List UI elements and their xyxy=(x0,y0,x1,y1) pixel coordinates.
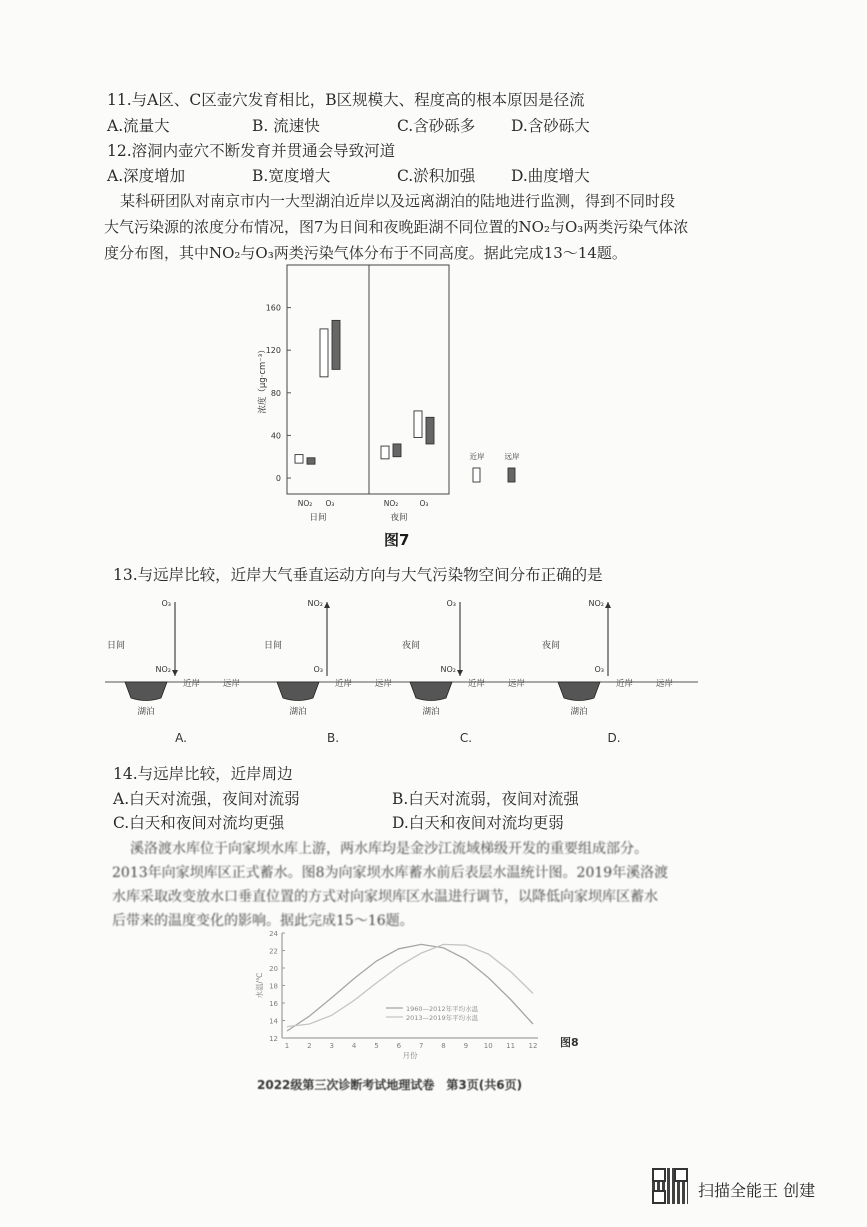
far-shore-label: 远岸 xyxy=(656,679,674,689)
fig7-ytick-label: 40 xyxy=(270,431,281,441)
q12-option-c: C.淤积加强 xyxy=(397,167,476,185)
q12-option-a: A.深度增加 xyxy=(107,167,186,185)
arrow-head-down xyxy=(172,670,178,676)
q12-option-d: D.曲度增大 xyxy=(511,167,590,185)
lake-basin xyxy=(277,682,319,701)
fig7-legend-label: 近岸 xyxy=(469,452,485,461)
fig8-ytick-label: 20 xyxy=(269,965,278,973)
top-pollutant-label: NO₂ xyxy=(588,599,604,608)
fig7-ytick-label: 120 xyxy=(265,346,281,356)
fig7-bar-far xyxy=(307,458,315,464)
q14-option-d: D.白天和夜间对流均更弱 xyxy=(392,814,564,832)
q14-option-a: A.白天对流强，夜间对流弱 xyxy=(113,790,300,808)
fig8-xtick-label: 3 xyxy=(329,1042,334,1050)
bottom-pollutant-label: O₃ xyxy=(313,665,323,674)
lake-basin xyxy=(558,682,600,701)
intro2-line-1: 溪洛渡水库位于向家坝水库上游，两水库均是金沙江流域梯级开发的重要组成部分。 xyxy=(130,841,648,857)
fig7-bar-near xyxy=(295,455,303,464)
fig7-bar-near xyxy=(381,446,389,459)
page-footer: 2022级第三次诊断考试地理试卷 第3页(共6页) xyxy=(257,1078,523,1092)
q14-option-c: C.白天和夜间对流均更强 xyxy=(113,814,285,832)
fig7-category-label: O₃ xyxy=(325,499,335,508)
fig8-xtick-label: 12 xyxy=(528,1042,538,1050)
lake-label: 湖泊 xyxy=(422,707,440,717)
lake-basin xyxy=(125,682,167,701)
fig8-xtick-label: 5 xyxy=(374,1042,379,1050)
fig8-legend-label: 1960—2012年平均水温 xyxy=(406,1005,479,1013)
figure-8-caption: 图8 xyxy=(560,1036,579,1049)
fig7-bar-near xyxy=(320,329,328,377)
arrow-head-up xyxy=(605,602,611,608)
fig7-ytick-label: 80 xyxy=(270,388,281,398)
fig8-xtick-label: 6 xyxy=(396,1042,402,1050)
q11-option-d: D.含砂砾大 xyxy=(511,117,590,135)
lake-basin xyxy=(410,682,452,701)
q13-diagram-b xyxy=(262,599,420,745)
fig7-ytick-label: 0 xyxy=(275,474,281,484)
figure-7-chart xyxy=(0,255,867,585)
far-shore-label: 远岸 xyxy=(223,679,241,689)
fig7-ytick-label: 160 xyxy=(265,303,281,313)
q11-option-a: A.流量大 xyxy=(107,117,170,135)
arrow-head-down xyxy=(457,670,463,676)
intro1-line-2: 大气污染源的浓度分布情况，图7为日间和夜晚距湖不同位置的NO₂与O₃两类污染气体浓 xyxy=(104,218,689,236)
fig7-bar-far xyxy=(393,444,401,457)
arrow-head-up xyxy=(324,602,330,608)
fig8-ylabel: 水温/℃ xyxy=(255,972,264,999)
near-shore-label: 近岸 xyxy=(335,679,353,689)
period-label: 日间 xyxy=(264,641,283,651)
top-pollutant-label: O₃ xyxy=(446,599,456,608)
period-label: 日间 xyxy=(107,641,126,651)
choice-letter: B. xyxy=(326,731,340,745)
intro1-line-3: 度分布图，其中NO₂与O₃两类污染气体分布于不同高度。据此完成13～14题。 xyxy=(104,244,627,262)
fig7-category-label: NO₂ xyxy=(297,499,313,508)
fig8-xtick-label: 9 xyxy=(463,1042,469,1050)
intro1-line-1: 某科研团队对南京市内一大型湖泊近岸以及远离湖泊的陆地进行监测，得到不同时段 xyxy=(120,192,676,210)
far-shore-label: 远岸 xyxy=(375,679,393,689)
q11-option-b: B. 流速快 xyxy=(252,117,320,135)
q13-diagram-a xyxy=(105,599,263,745)
fig8-xtick-label: 4 xyxy=(351,1042,357,1050)
fig8-ytick-label: 16 xyxy=(269,1000,278,1008)
near-shore-label: 近岸 xyxy=(616,679,634,689)
fig7-category-label: NO₂ xyxy=(383,499,399,508)
q12-stem: 12.溶洞内壶穴不断发育并贯通会导致河道 xyxy=(107,142,396,160)
q13-diagram-d xyxy=(540,599,698,745)
fig8-xtick-label: 2 xyxy=(307,1042,312,1050)
q14-option-b: B.白天对流弱，夜间对流强 xyxy=(392,790,579,808)
fig7-panel-label: 夜间 xyxy=(390,513,408,523)
qr-code xyxy=(652,1168,688,1204)
figure-8-chart xyxy=(0,925,867,1060)
figure-7-caption: 图7 xyxy=(384,531,410,549)
fig7-category-label: O₃ xyxy=(419,499,429,508)
choice-letter: A. xyxy=(175,731,187,745)
q11-option-c: C.含砂砾多 xyxy=(397,117,476,135)
fig8-ytick-label: 12 xyxy=(269,1035,278,1043)
fig7-bar-far xyxy=(332,320,340,369)
lake-label: 湖泊 xyxy=(137,707,155,717)
period-label: 夜间 xyxy=(542,641,561,651)
lake-label: 湖泊 xyxy=(570,707,588,717)
q13-diagram-c xyxy=(400,599,561,745)
near-shore-label: 近岸 xyxy=(183,679,201,689)
q13-diagrams xyxy=(0,590,867,750)
choice-letter: C. xyxy=(459,731,473,745)
q13-stem: 13.与远岸比较，近岸大气垂直运动方向与大气污染物空间分布正确的是 xyxy=(113,566,603,584)
fig8-xtick-label: 7 xyxy=(418,1042,424,1050)
fig7-legend-swatch xyxy=(508,468,515,482)
top-pollutant-label: NO₂ xyxy=(307,599,323,608)
fig8-ytick-label: 14 xyxy=(269,1017,278,1026)
intro2-line-4: 后带来的温度变化的影响。据此完成15～16题。 xyxy=(112,913,414,929)
fig8-ytick-label: 22 xyxy=(269,947,278,956)
near-shore-label: 近岸 xyxy=(468,679,486,689)
bottom-pollutant-label: NO₂ xyxy=(155,665,171,674)
fig7-legend-swatch xyxy=(473,468,480,482)
intro2-line-2: 2013年向家坝库区正式蓄水。图8为向家坝水库蓄水前后表层水温统计图。2019年溪洛渡 xyxy=(112,865,669,881)
bottom-pollutant-label: O₃ xyxy=(594,665,604,674)
fig7-legend-label: 远岸 xyxy=(504,452,520,461)
fig8-ytick-label: 18 xyxy=(269,982,278,991)
fig7-ylabel: 浓度（μg·cm⁻³） xyxy=(258,345,268,414)
fig8-xtick-label: 8 xyxy=(441,1042,446,1050)
q14-stem: 14.与远岸比较，近岸周边 xyxy=(113,765,293,783)
lake-label: 湖泊 xyxy=(289,707,307,717)
fig7-bar-far xyxy=(426,417,434,444)
fig8-xlabel: 月份 xyxy=(402,1051,418,1060)
fig8-ytick-label: 24 xyxy=(269,930,278,938)
fig8-xtick-label: 11 xyxy=(506,1042,516,1050)
scanner-watermark: 扫描全能王 创建 xyxy=(698,1181,816,1200)
choice-letter: D. xyxy=(607,731,621,745)
q11-stem: 11.与A区、C区壶穴发育相比，B区规模大、程度高的根本原因是径流 xyxy=(107,91,585,109)
bottom-pollutant-label: NO₂ xyxy=(440,665,456,674)
q12-option-b: B.宽度增大 xyxy=(252,167,331,185)
period-label: 夜间 xyxy=(402,641,421,651)
top-pollutant-label: O₃ xyxy=(161,599,171,608)
fig7-panel-label: 日间 xyxy=(309,513,327,523)
far-shore-label: 远岸 xyxy=(508,679,526,689)
fig8-xtick-label: 1 xyxy=(284,1042,290,1050)
fig8-xtick-label: 10 xyxy=(483,1042,493,1050)
fig7-bar-near xyxy=(414,411,422,438)
intro2-line-3: 水库采取改变放水口垂直位置的方式对向家坝库区水温进行调节，以降低向家坝库区蓄水 xyxy=(112,889,658,905)
fig8-legend-label: 2013—2019年平均水温 xyxy=(406,1014,479,1022)
